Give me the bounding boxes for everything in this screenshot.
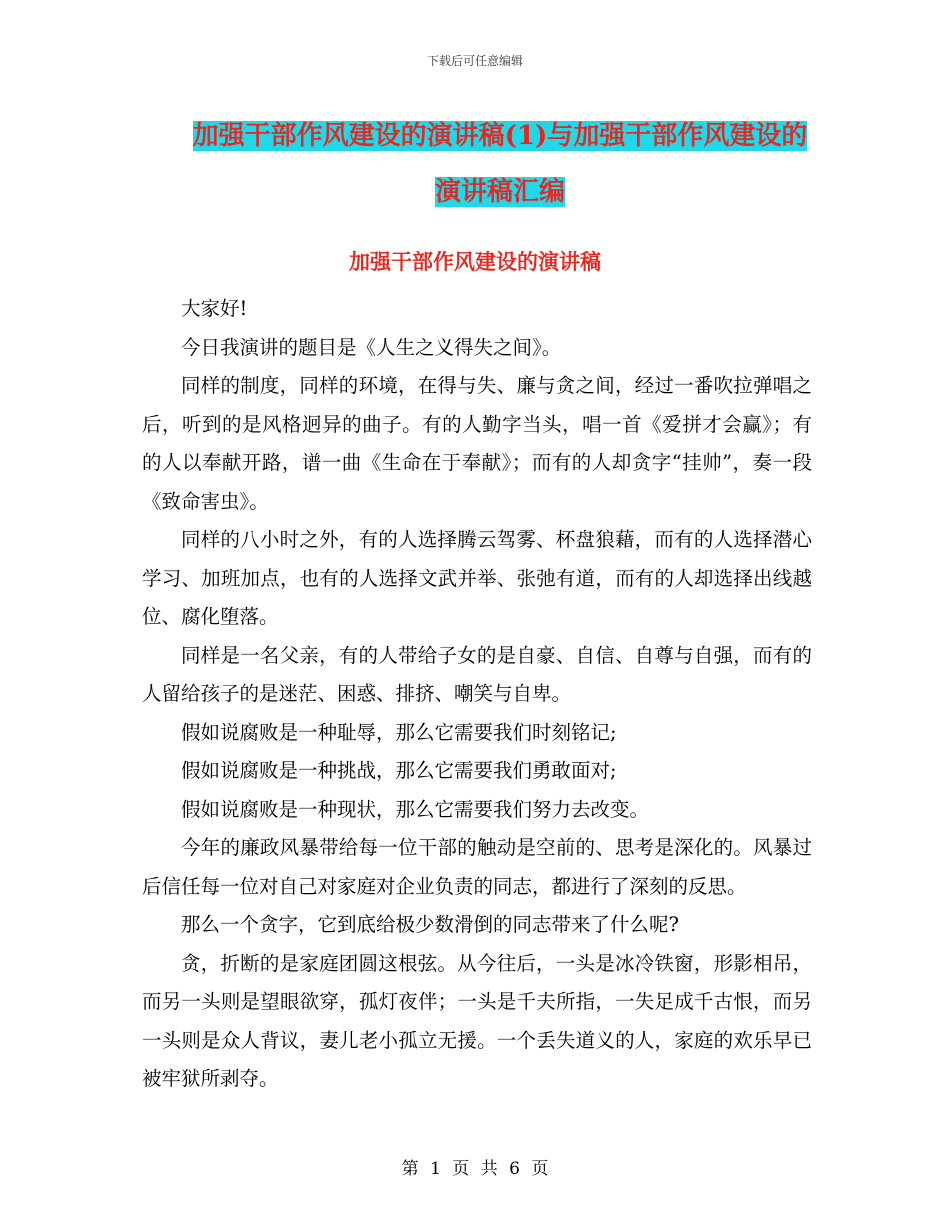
document-title bbox=[150, 108, 850, 220]
paragraph: 假如说腐败是一种现状，那么它需要我们努力去改变。 bbox=[181, 797, 650, 821]
paragraph: 同样是一名父亲，有的人带给子女的是自豪、自信、自尊与自强，而有的人留给孩子的是迷茫、困惑、排挤、嘲笑与自卑。 bbox=[142, 643, 812, 705]
title-line-2: 演讲稿汇编 bbox=[434, 177, 565, 207]
header-note: 下载后可任意编辑 bbox=[426, 54, 523, 68]
page-number-footer: 第 1 页 共 6 页 bbox=[401, 1159, 549, 1179]
paragraph: 大家好! bbox=[181, 297, 248, 320]
paragraph: 同样的制度，同样的环境，在得与失、廉与贪之间，经过一番吹拉弹唱之后，听到的是风格迥异的曲子。有的人勤字当头，唱一首《爱拼才会赢》；有的人以奉献开路，谱一曲《生命在于奉献》；而有的人却贪字“挂帅”，奏一段《致命害虫》。 bbox=[142, 374, 812, 513]
title-line-1: 加强干部作风建设的演讲稿(1)与加强干部作风建设的 bbox=[192, 121, 808, 151]
paragraph: 假如说腐败是一种挑战，那么它需要我们勇敢面对; bbox=[181, 759, 617, 782]
paragraph: 今年的廉政风暴带给每一位干部的触动是空前的、思考是深化的。风暴过后信任每一位对自己对家庭对企业负责的同志，都进行了深刻的反思。 bbox=[142, 836, 812, 898]
section-title: 加强干部作风建设的演讲稿 bbox=[349, 249, 601, 274]
paragraph: 今日我演讲的题目是《人生之义得失之间》。 bbox=[181, 335, 562, 359]
speech-body bbox=[142, 290, 812, 1099]
paragraph: 贪，折断的是家庭团圆这根弦。从今往后，一头是冰冷铁窗，形影相吊，而另一头则是望眼欲穿，孤灯夜伴；一头是千夫所指，一失足成千古恨，而另一头则是众人背议，妻儿老小孤立无援。一个丢失道义的人，家庭的欢乐早已被牢狱所剥夺。 bbox=[142, 951, 812, 1090]
paragraph: 假如说腐败是一种耻辱，那么它需要我们时刻铭记; bbox=[181, 720, 617, 744]
paragraph: 那么一个贪字，它到底给极少数滑倒的同志带来了什么呢? bbox=[181, 913, 679, 936]
paragraph: 同样的八小时之外，有的人选择腾云驾雾、杯盘狼藉，而有的人选择潜心学习、加班加点，也有的人选择文武并举、张弛有道，而有的人却选择出线越位、腐化堕落。 bbox=[142, 528, 812, 628]
